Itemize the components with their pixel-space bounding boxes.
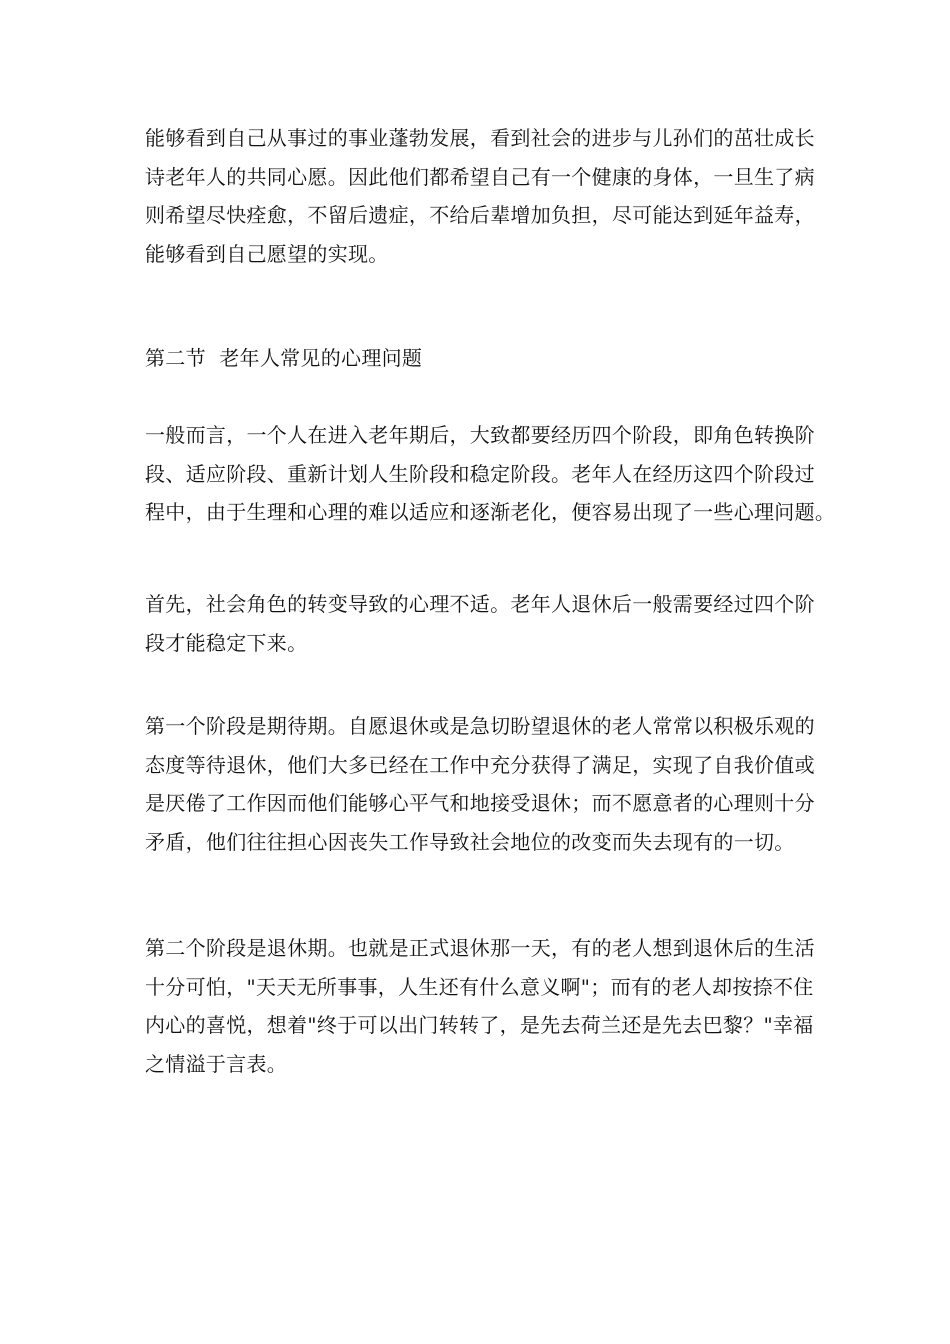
paragraph-line: 十分可怕，"天天无所事事，人生还有什么意义啊"；而有的老人却按捺不住 bbox=[145, 974, 814, 999]
paragraph-line: 程中，由于生理和心理的难以适应和逐渐老化，便容易出现了一些心理问题。 bbox=[145, 500, 836, 524]
paragraph-role-change bbox=[145, 585, 825, 662]
paragraph-line: 一般而言，一个人在进入老年期后，大致都要经历四个阶段，即角色转换阶 bbox=[145, 423, 815, 447]
paragraph-wishes bbox=[145, 119, 825, 273]
paragraph-line: 段才能稳定下来。 bbox=[145, 630, 308, 655]
paragraph-line: 内心的喜悦，想着"终于可以出门转转了，是先去荷兰还是先去巴黎？"幸福 bbox=[145, 1013, 814, 1037]
section-heading bbox=[145, 339, 825, 378]
paragraph-four-stages bbox=[145, 416, 836, 532]
paragraph-line: 能够看到自己从事过的事业蓬勃发展，看到社会的进步与儿孙们的茁壮成长 bbox=[145, 126, 815, 150]
paragraph-expectation-stage bbox=[145, 707, 825, 861]
paragraph-line: 态度等待退休，他们大多已经在工作中充分获得了满足，实现了自我价值或 bbox=[145, 752, 815, 777]
paragraph-line: 能够看到自己愿望的实现。 bbox=[145, 241, 389, 266]
section-heading-text: 第二节 老年人常见的心理问题 bbox=[145, 346, 423, 370]
paragraph-retirement-stage bbox=[145, 929, 825, 1083]
paragraph-line: 则希望尽快痊愈，不留后遗症，不给后辈增加负担，尽可能达到延年益寿， bbox=[145, 203, 815, 227]
paragraph-line: 首先，社会角色的转变导致的心理不适。老年人退休后一般需要经过四个阶 bbox=[145, 592, 815, 616]
paragraph-line: 之情溢于言表。 bbox=[145, 1051, 288, 1076]
paragraph-line: 矛盾，他们往往担心因丧失工作导致社会地位的改变而失去现有的一切。 bbox=[145, 829, 795, 854]
paragraph-line: 第二个阶段是退休期。也就是正式退休那一天，有的老人想到退休后的生活 bbox=[145, 936, 815, 960]
paragraph-line: 第一个阶段是期待期。自愿退休或是急切盼望退休的老人常常以积极乐观的 bbox=[145, 714, 815, 738]
paragraph-line: 诗老年人的共同心愿。因此他们都希望自己有一个健康的身体，一旦生了病 bbox=[145, 164, 815, 189]
paragraph-line: 是厌倦了工作因而他们能够心平气和地接受退休；而不愿意者的心理则十分 bbox=[145, 791, 815, 815]
paragraph-line: 段、适应阶段、重新计划人生阶段和稳定阶段。老年人在经历这四个阶段过 bbox=[145, 461, 815, 486]
